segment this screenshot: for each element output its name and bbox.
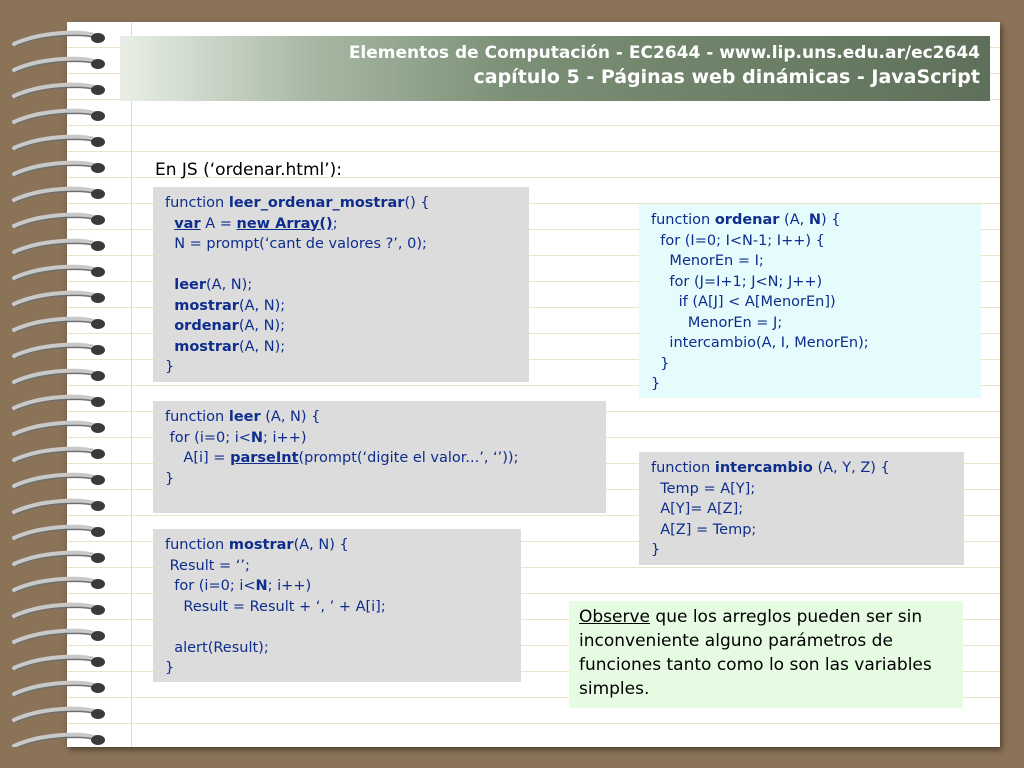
code-token: function [165, 195, 229, 211]
code-token: A = [200, 215, 237, 232]
code-token [165, 339, 174, 355]
spiral-ring [14, 189, 105, 202]
code-leer-ordenar-mostrar [153, 187, 529, 382]
code-token: var [174, 215, 201, 232]
spiral-ring [14, 527, 105, 540]
spiral-ring [14, 501, 105, 514]
spiral-ring [14, 163, 105, 176]
spiral-binding [0, 22, 120, 747]
code-token: parseInt [230, 450, 299, 466]
spiral-ring [14, 267, 105, 280]
code-token: A[Y]= A[Z]; [651, 501, 744, 517]
code-token: (A, N) { [293, 537, 349, 553]
code-token: function [165, 409, 229, 425]
code-token: alert(Result); [165, 639, 269, 656]
code-token: (A, [779, 212, 809, 228]
spiral-ring [14, 215, 105, 228]
code-token: } [165, 359, 175, 375]
code-token: } [165, 660, 175, 676]
code-token: intercambio [714, 460, 813, 476]
spiral-ring [14, 423, 105, 436]
spiral-ring [14, 683, 105, 696]
code-leer [153, 401, 606, 513]
spiral-ring [14, 319, 105, 332]
code-token: (A, N) { [260, 409, 321, 425]
code-token: ; i++) [263, 429, 307, 446]
code-token: mostrar [228, 537, 294, 553]
code-token [165, 318, 174, 334]
code-token: mostrar [174, 338, 239, 355]
code-token: Result = ‘’; [165, 557, 250, 574]
spiral-ring [14, 657, 105, 670]
code-token: () { [404, 195, 430, 211]
code-token: (prompt(‘digite el valor...’, ‘’)); [298, 450, 519, 466]
spiral-ring [14, 33, 105, 46]
code-token: N = prompt(‘cant de valores ?’, 0); [165, 236, 427, 252]
spiral-ring [14, 345, 105, 358]
code-token: ; i++) [267, 578, 312, 594]
code-token: (A, N); [238, 297, 286, 314]
code-token: ordenar [714, 212, 780, 228]
code-token: ; [332, 215, 338, 232]
code-token: MenorEn = J; [651, 314, 783, 331]
code-token: N [250, 429, 264, 446]
code-token: function [651, 212, 715, 228]
code-token: leer_ordenar_mostrar [228, 195, 405, 211]
code-token: intercambio(A, I, MenorEn); [651, 335, 869, 351]
code-token: if (A[J] < A[MenorEn]) [651, 294, 836, 310]
spiral-ring [14, 85, 105, 98]
code-token: function [651, 460, 715, 476]
code-token: for (J=I+1; J<N; J++) [651, 273, 823, 290]
code-token [165, 216, 174, 232]
code-token: MenorEn = I; [651, 253, 764, 269]
observe-text: que los arreglos pueden ser sin inconveniente alguno parámetros de funciones tanto como lo son las variables simples. [579, 607, 932, 699]
course-title: Elementos de Computación - EC2644 - www.lip.uns.edu.ar/ec2644 [348, 43, 980, 63]
code-token: ordenar [174, 318, 239, 334]
spiral-ring [14, 735, 105, 747]
code-token: (A, N); [206, 277, 253, 293]
spiral-ring [14, 241, 105, 254]
spiral-ring [14, 475, 105, 488]
code-token: leer [174, 277, 207, 293]
code-token: Result = Result + ‘, ’ + A[i]; [165, 598, 386, 615]
intro-text: En JS (‘ordenar.html’): [155, 160, 343, 180]
code-token: A[Z] = Temp; [651, 521, 757, 538]
code-token: } [651, 376, 661, 392]
slide-header [120, 36, 990, 101]
spiral-ring [14, 449, 105, 462]
code-token: } [651, 355, 670, 372]
spiral-ring [14, 631, 105, 644]
spiral-ring [14, 137, 105, 150]
code-intercambio [639, 452, 964, 565]
code-token: ) { [820, 212, 841, 228]
code-token: for (I=0; I<N-1; I++) { [651, 232, 825, 249]
code-token: for (i=0; i< [165, 578, 256, 594]
code-token: } [651, 542, 661, 558]
spiral-ring [14, 397, 105, 410]
code-token: N [808, 212, 821, 228]
code-token: for (i=0; i< [165, 429, 251, 446]
spiral-ring [14, 553, 105, 566]
chapter-title: capítulo 5 - Páginas web dinámicas - JavaScript [473, 66, 980, 88]
code-token: new Array() [236, 215, 333, 232]
code-token: } [165, 470, 175, 487]
code-token [165, 277, 174, 293]
code-token [165, 298, 174, 314]
spiral-ring [14, 111, 105, 124]
spiral-ring [14, 371, 105, 384]
observe-lead: Observe [579, 607, 650, 627]
code-token: A[i] = [165, 450, 231, 466]
code-token: leer [228, 409, 261, 425]
code-token: (A, N); [238, 338, 286, 355]
code-token: mostrar [174, 297, 239, 314]
code-ordenar [639, 204, 981, 398]
spiral-ring [14, 605, 105, 618]
code-token: N [255, 578, 268, 594]
code-token: (A, N); [238, 318, 285, 334]
spiral-ring [14, 709, 105, 722]
margin-line [131, 22, 132, 747]
code-token: Temp = A[Y]; [651, 480, 756, 497]
code-token: function [165, 537, 229, 553]
spiral-ring [14, 579, 105, 592]
code-mostrar [153, 529, 521, 682]
observe-note [569, 601, 963, 708]
spiral-ring [14, 293, 105, 306]
spiral-ring [14, 59, 105, 72]
code-token: (A, Y, Z) { [812, 460, 890, 476]
